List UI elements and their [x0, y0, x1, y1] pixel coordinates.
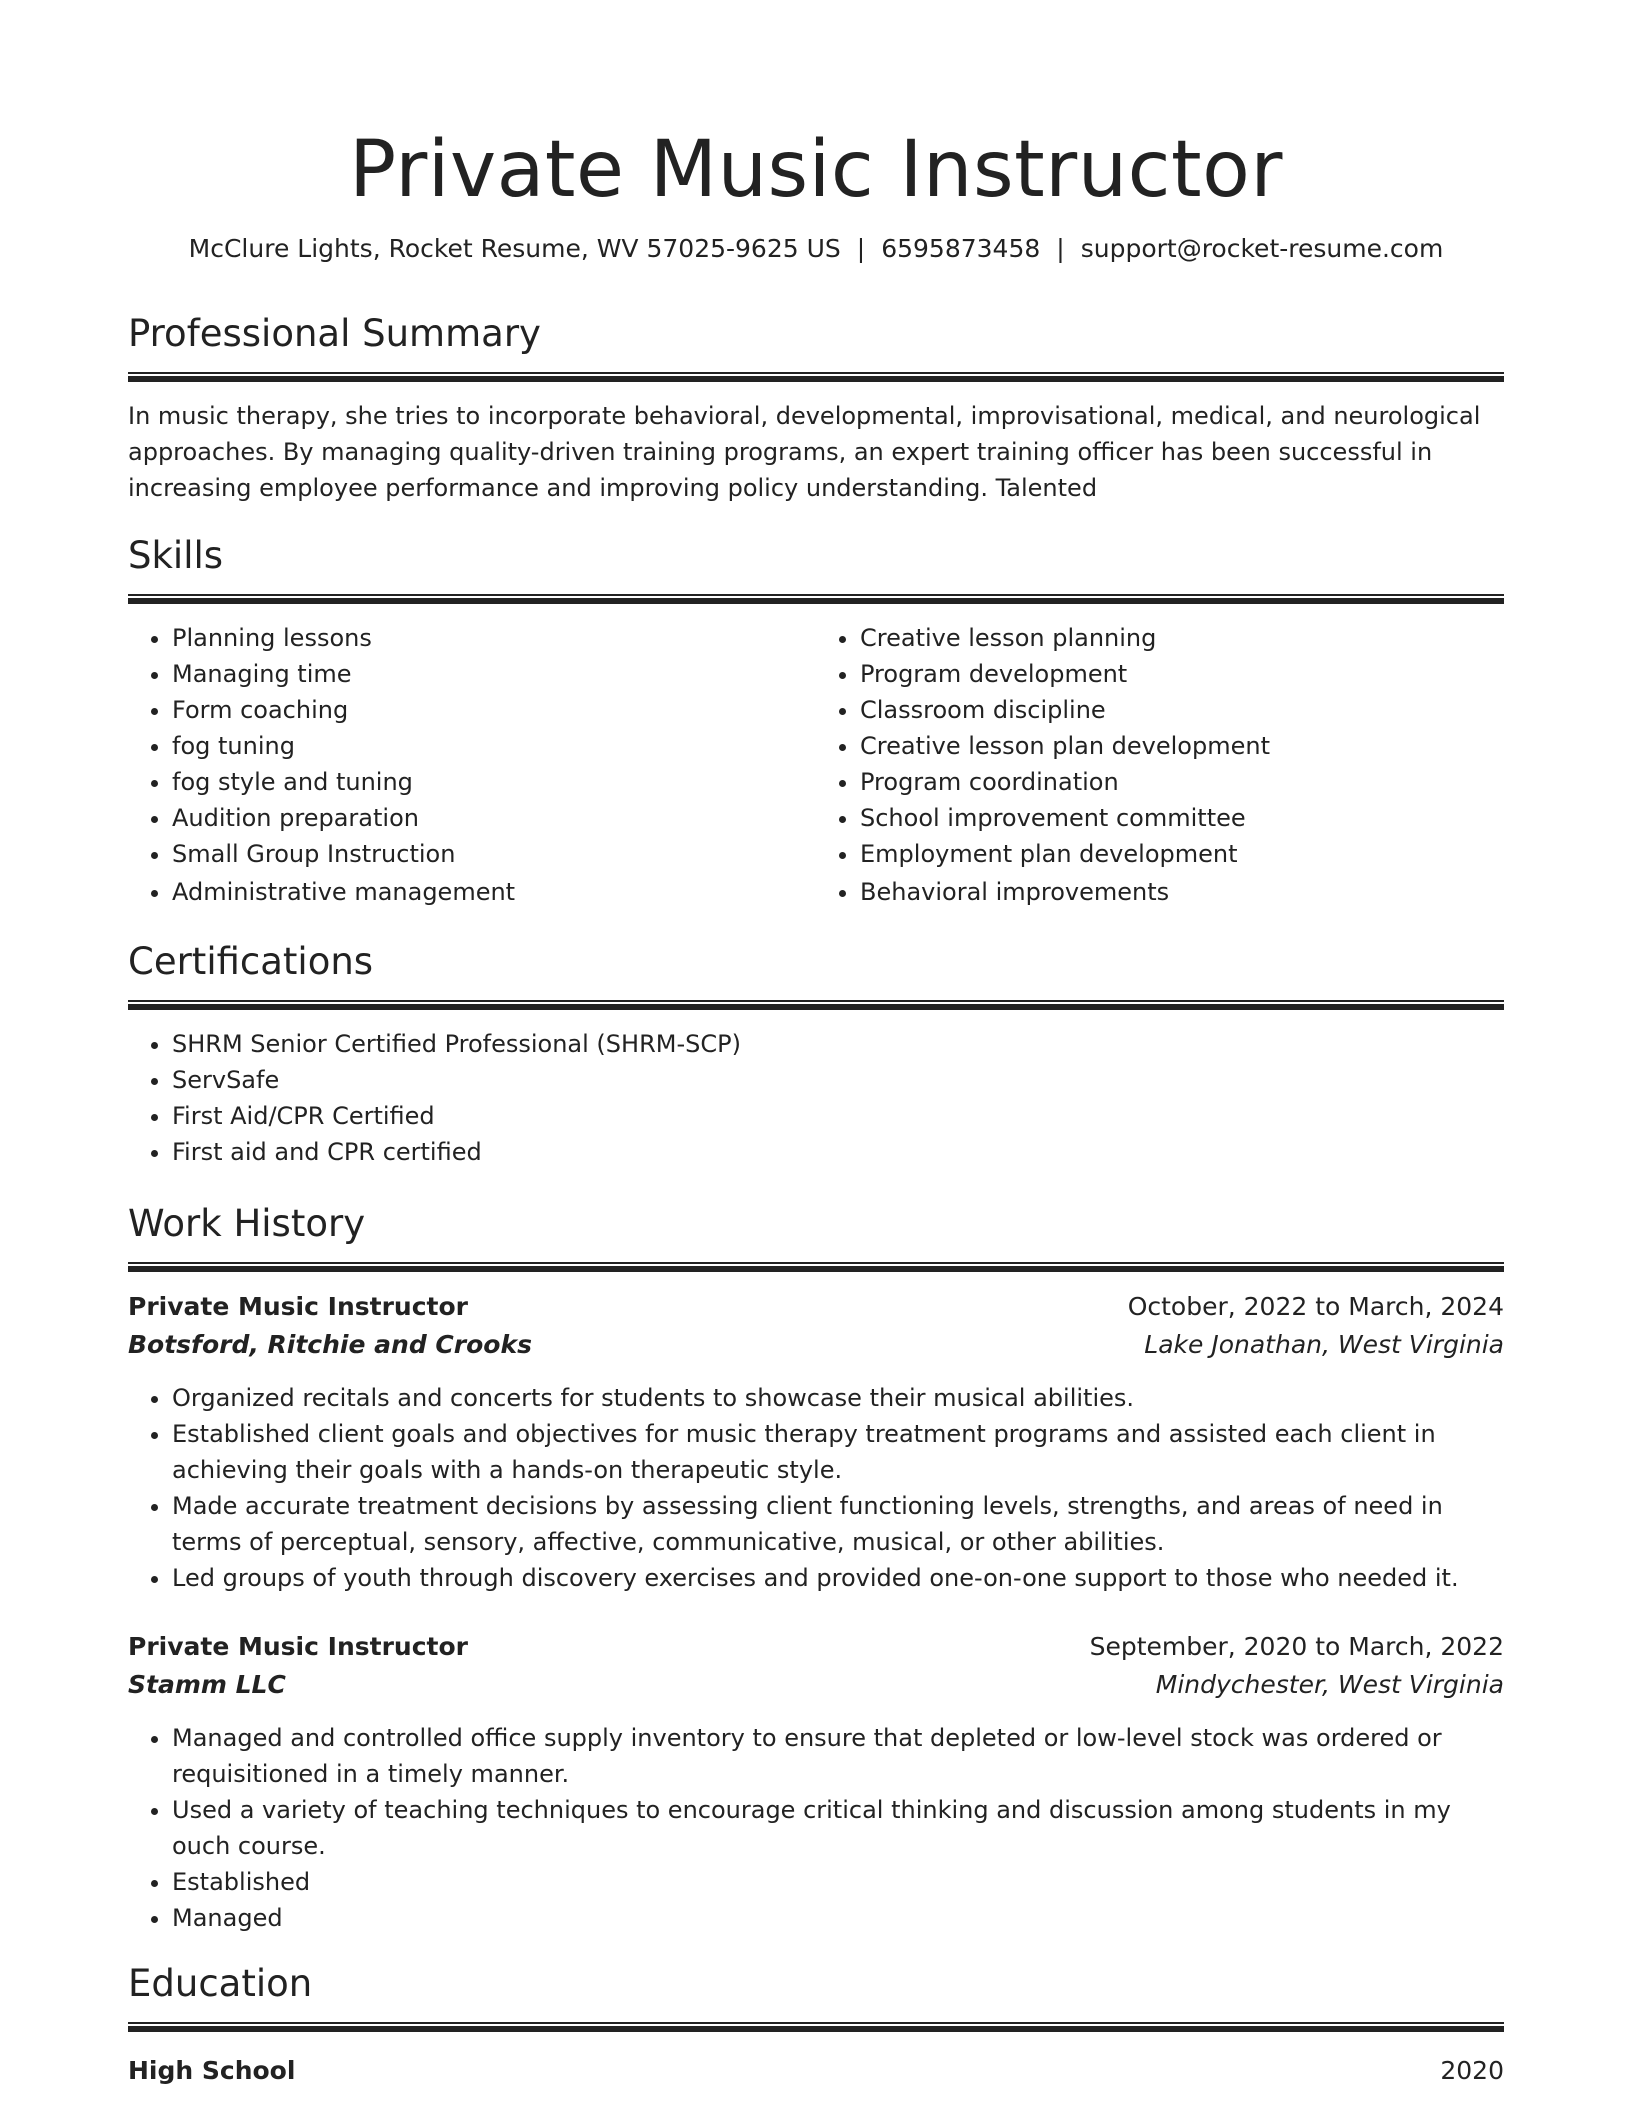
skills-columns [128, 620, 1504, 910]
skill-item: • Creative lesson planning [860, 620, 1504, 656]
section-divider [128, 2022, 1504, 2032]
certifications-section [128, 938, 1504, 1170]
job-dates: October, 2022 to March, 2024 [1127, 1292, 1504, 1321]
job-bullets [128, 1380, 1504, 1596]
job-subheader [128, 1326, 1504, 1364]
job-location: Lake Jonathan, West Virginia [1144, 1330, 1504, 1359]
skill-item: • Program coordination [860, 764, 1504, 800]
skill-item: • Small Group Instruction [172, 836, 816, 872]
job-entry [128, 1628, 1504, 1936]
skill-item: • Administrative management [172, 874, 816, 910]
section-divider [128, 1262, 1504, 1272]
education-entry [128, 2052, 1504, 2090]
skills-list-left [128, 620, 816, 910]
job-bullet: • Made accurate treatment decisions by assessing client functioning levels, strengths, and areas of need in terms of perceptual, sensory, affective, communicative, musical, or other abilities. [172, 1488, 1504, 1560]
skill-item: • Managing time [172, 656, 816, 692]
skill-item: • Employment plan development [860, 836, 1504, 872]
contact-phone: 6595873458 [881, 234, 1041, 263]
job-company: Stamm LLC [128, 1670, 286, 1699]
candidate-name: Private Music Instructor [349, 125, 1283, 215]
job-bullet: • Led groups of youth through discovery exercises and provided one-on-one support to those who needed it. [172, 1560, 1504, 1596]
section-divider [128, 1000, 1504, 1010]
job-dates: September, 2020 to March, 2022 [1089, 1632, 1504, 1661]
education-section [128, 1960, 1504, 2090]
section-divider [128, 594, 1504, 604]
job-entry [128, 1288, 1504, 1596]
skill-item: • School improvement committee [860, 800, 1504, 836]
summary-section [128, 310, 1504, 506]
section-title-summary: Professional Summary [128, 312, 541, 355]
job-bullet: • Managed and controlled office supply inventory to ensure that depleted or low-level stock was ordered or requisitioned in a timely manner. [172, 1720, 1504, 1792]
job-title: Private Music Instructor [128, 1632, 468, 1661]
job-title: Private Music Instructor [128, 1292, 468, 1321]
job-header [128, 1288, 1504, 1326]
work-history-section [128, 1200, 1504, 1936]
section-divider [128, 372, 1504, 382]
contact-separator: | [856, 234, 866, 263]
job-bullet: • Established client goals and objectives for music therapy treatment programs and assisted each client in achieving their goals with a hands-on therapeutic style. [172, 1416, 1504, 1488]
certification-item: • First aid and CPR certified [172, 1134, 1504, 1170]
section-title-certifications: Certifications [128, 940, 374, 983]
skill-item: • fog tuning [172, 728, 816, 764]
job-bullet: • Used a variety of teaching techniques to encourage critical thinking and discussion among students in my ouch course. [172, 1792, 1504, 1864]
skill-item: • Classroom discipline [860, 692, 1504, 728]
job-bullet: • Organized recitals and concerts for students to showcase their musical abilities. [172, 1380, 1504, 1416]
contact-email[interactable]: support@rocket-resume.com [1080, 234, 1444, 263]
section-title-skills: Skills [128, 534, 224, 577]
skill-item: • Audition preparation [172, 800, 816, 836]
certifications-list [128, 1026, 1504, 1170]
certification-item: • First Aid/CPR Certified [172, 1098, 1504, 1134]
skill-item: • fog style and tuning [172, 764, 816, 800]
skill-item: • Program development [860, 656, 1504, 692]
summary-text: In music therapy, she tries to incorporate behavioral, developmental, improvisational, medical, and neurological approaches. By managing quality-driven training programs, an expert training officer has been successful in increasing employee performance and improving policy understanding. Talented [128, 402, 1481, 502]
skill-item: • Behavioral improvements [860, 874, 1504, 910]
skills-list-right [816, 620, 1504, 910]
skill-item: • Planning lessons [172, 620, 816, 656]
section-title-work-history: Work History [128, 1202, 366, 1245]
section-title-education: Education [128, 1962, 313, 2005]
skills-section [128, 532, 1504, 910]
skill-item: • Creative lesson plan development [860, 728, 1504, 764]
job-bullets [128, 1720, 1504, 1936]
contact-separator: | [1056, 234, 1065, 263]
contact-line [128, 232, 1504, 266]
certification-item: • SHRM Senior Certified Professional (SHRM-SCP) [172, 1026, 1504, 1062]
contact-address: McClure Lights, Rocket Resume, WV 57025-9625 US [188, 234, 841, 263]
certification-item: • ServSafe [172, 1062, 1504, 1098]
job-location: Mindychester, West Virginia [1155, 1670, 1504, 1699]
education-year: 2020 [1440, 2056, 1504, 2085]
education-degree: High School [128, 2056, 296, 2085]
job-company: Botsford, Ritchie and Crooks [128, 1330, 532, 1359]
job-bullet: • Managed [172, 1900, 1504, 1936]
skill-item: • Form coaching [172, 692, 816, 728]
job-subheader [128, 1666, 1504, 1704]
job-header [128, 1628, 1504, 1666]
job-bullet: • Established [172, 1864, 1504, 1900]
